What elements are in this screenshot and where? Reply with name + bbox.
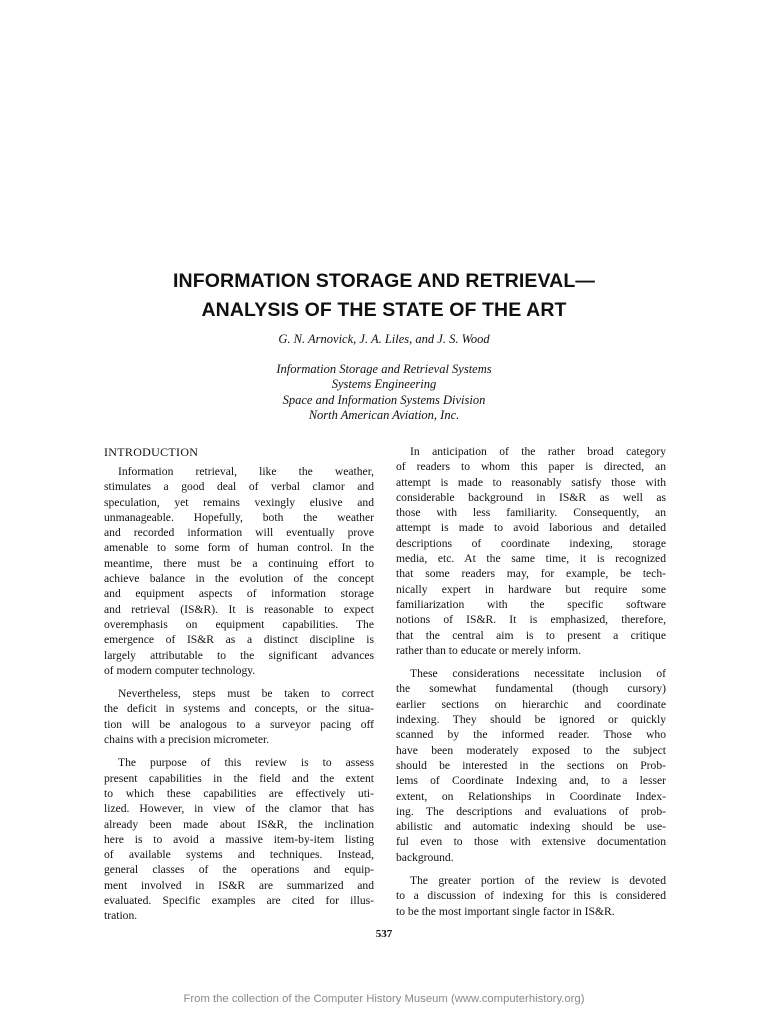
paragraph [104,464,374,678]
text-line: unmanageable. Hopefully, both the weather [104,510,374,524]
text-line: In anticipation of the rather broad category [410,445,666,458]
text-line: to be the most important single factor in IS&R. [396,904,615,918]
title-line-2: ANALYSIS OF THE STATE OF THE ART [201,299,567,321]
text-line: speculation, yet remains vexingly elusive and [104,495,374,509]
text-line: rather than to educate or merely inform. [396,643,582,657]
text-line: indexing. They should be ignored or quickly [396,713,666,727]
text-line: These considerations necessitate inclusion of [410,667,666,681]
text-line: should be interested in the sections on Prob- [396,758,666,772]
text-line: and retrieval (IS&R). It is reasonable to expect [104,602,374,616]
text-line: achieve balance in the evolution of the concept [104,572,374,586]
text-line: here is to avoid a massive item-by-item listing [104,832,374,846]
text-line: lems of Coordinate Indexing and, to a lesser [396,774,666,788]
text-line: ful even to those with extensive documentation [396,835,666,849]
text-line: of modern computer technology. [104,663,256,677]
text-line: overemphasis on equipment capabilities. The [104,617,374,631]
text-line: the somewhat fundamental (though cursory) [396,682,666,696]
title-line-1: INFORMATION STORAGE AND RETRIEVAL— [173,270,595,292]
affiliation-line: Space and Information Systems Division [282,392,486,407]
text-line: evaluated. Specific examples are cited for illus- [104,894,374,908]
paper-title [0,267,768,325]
text-line: attempt is made to avoid laborious and detailed [396,521,666,535]
paragraph [104,686,374,747]
text-line: general classes of the operations and equip- [104,863,374,877]
text-line: already been made about IS&R, the inclination [104,817,374,831]
text-line: largely attributable to the significant advances [104,648,374,662]
text-line: to which these capabilities are effectively uti- [104,786,374,800]
text-line: familiarization with the specific software [396,597,666,611]
text-line: background. [396,850,454,864]
collection-footer: From the collection of the Computer History Museum (www.computerhistory.org) [183,993,585,1005]
text-line: lized. However, in view of the clamor that has [104,802,374,816]
page-number: 537 [375,928,393,940]
text-line: abilistic and automatic indexing should be use- [396,820,666,834]
paragraph [104,755,374,923]
text-line: those with less familiarity. Consequently, an [396,506,666,520]
affiliation-line: Information Storage and Retrieval Systems [276,362,492,376]
text-line: the deficit in systems and concepts, or the situa- [104,702,374,716]
text-line: descriptions of coordinate indexing, storage [396,536,666,550]
paragraph [396,666,666,865]
text-line: stimulates a good deal of verbal clamor and [104,480,374,494]
text-line: tion will be analogous to a surveyor pacing off [104,717,374,731]
text-line: media, etc. At the same time, it is recognized [396,552,666,566]
text-line: have been moderately exposed to the subject [396,743,666,757]
authors: G. N. Arnovick, J. A. Liles, and J. S. Wood [278,332,490,346]
text-line: The greater portion of the review is devoted [410,874,666,888]
text-line: amenable to some form of human control. In the [104,541,374,555]
affiliation-line: Systems Engineering [331,377,437,392]
text-line: nically expert in hardware but require some [396,582,666,596]
text-line: ing. The descriptions and evaluations of prob- [396,804,666,818]
text-line: extent, on Relationships in Coordinate Index- [396,789,666,803]
paragraph [396,444,666,658]
text-line: and equipment aspects of information storage [104,587,374,601]
text-line: and recorded information will eventually prove [104,526,374,540]
text-line: considerable background in IS&R as well as [396,490,666,504]
text-line: of readers to whom this paper is directed, an [396,460,666,474]
text-line: that the central aim is to present a critique [396,628,666,642]
text-line: notions of IS&R. It is emphasized, therefore, [396,613,666,627]
text-line: Nevertheless, steps must be taken to correct [118,687,374,701]
text-line: scanned by the informed reader. Those who [396,728,666,742]
text-line: emergence of IS&R as a distinct discipline is [104,633,374,647]
left-column [104,444,374,932]
text-line: tration. [104,909,138,923]
section-heading-introduction: INTRODUCTION [104,445,199,459]
affiliation-line: North American Aviation, Inc. [308,408,460,423]
text-line: earlier sections on hierarchic and coordinate [396,697,666,711]
text-line: to a discussion of indexing for this is considered [396,889,666,903]
text-line: Information retrieval, like the weather, [118,465,374,478]
paragraph [396,873,666,919]
text-line: ment involved in IS&R are summarized and [104,878,374,892]
text-line: that some readers may, for example, be tech- [396,567,666,581]
text-line: of available systems and techniques. Instead, [104,848,374,862]
right-column [396,444,666,927]
affiliation [0,362,768,424]
text-line: attempt is made to reasonably satisfy those with [396,475,666,489]
text-line: present capabilities in the field and the extent [104,771,374,785]
text-line: meantime, there must be a continuing effort to [104,556,374,570]
text-line: The purpose of this review is to assess [118,756,374,770]
text-line: chains with a precision micrometer. [104,733,270,747]
